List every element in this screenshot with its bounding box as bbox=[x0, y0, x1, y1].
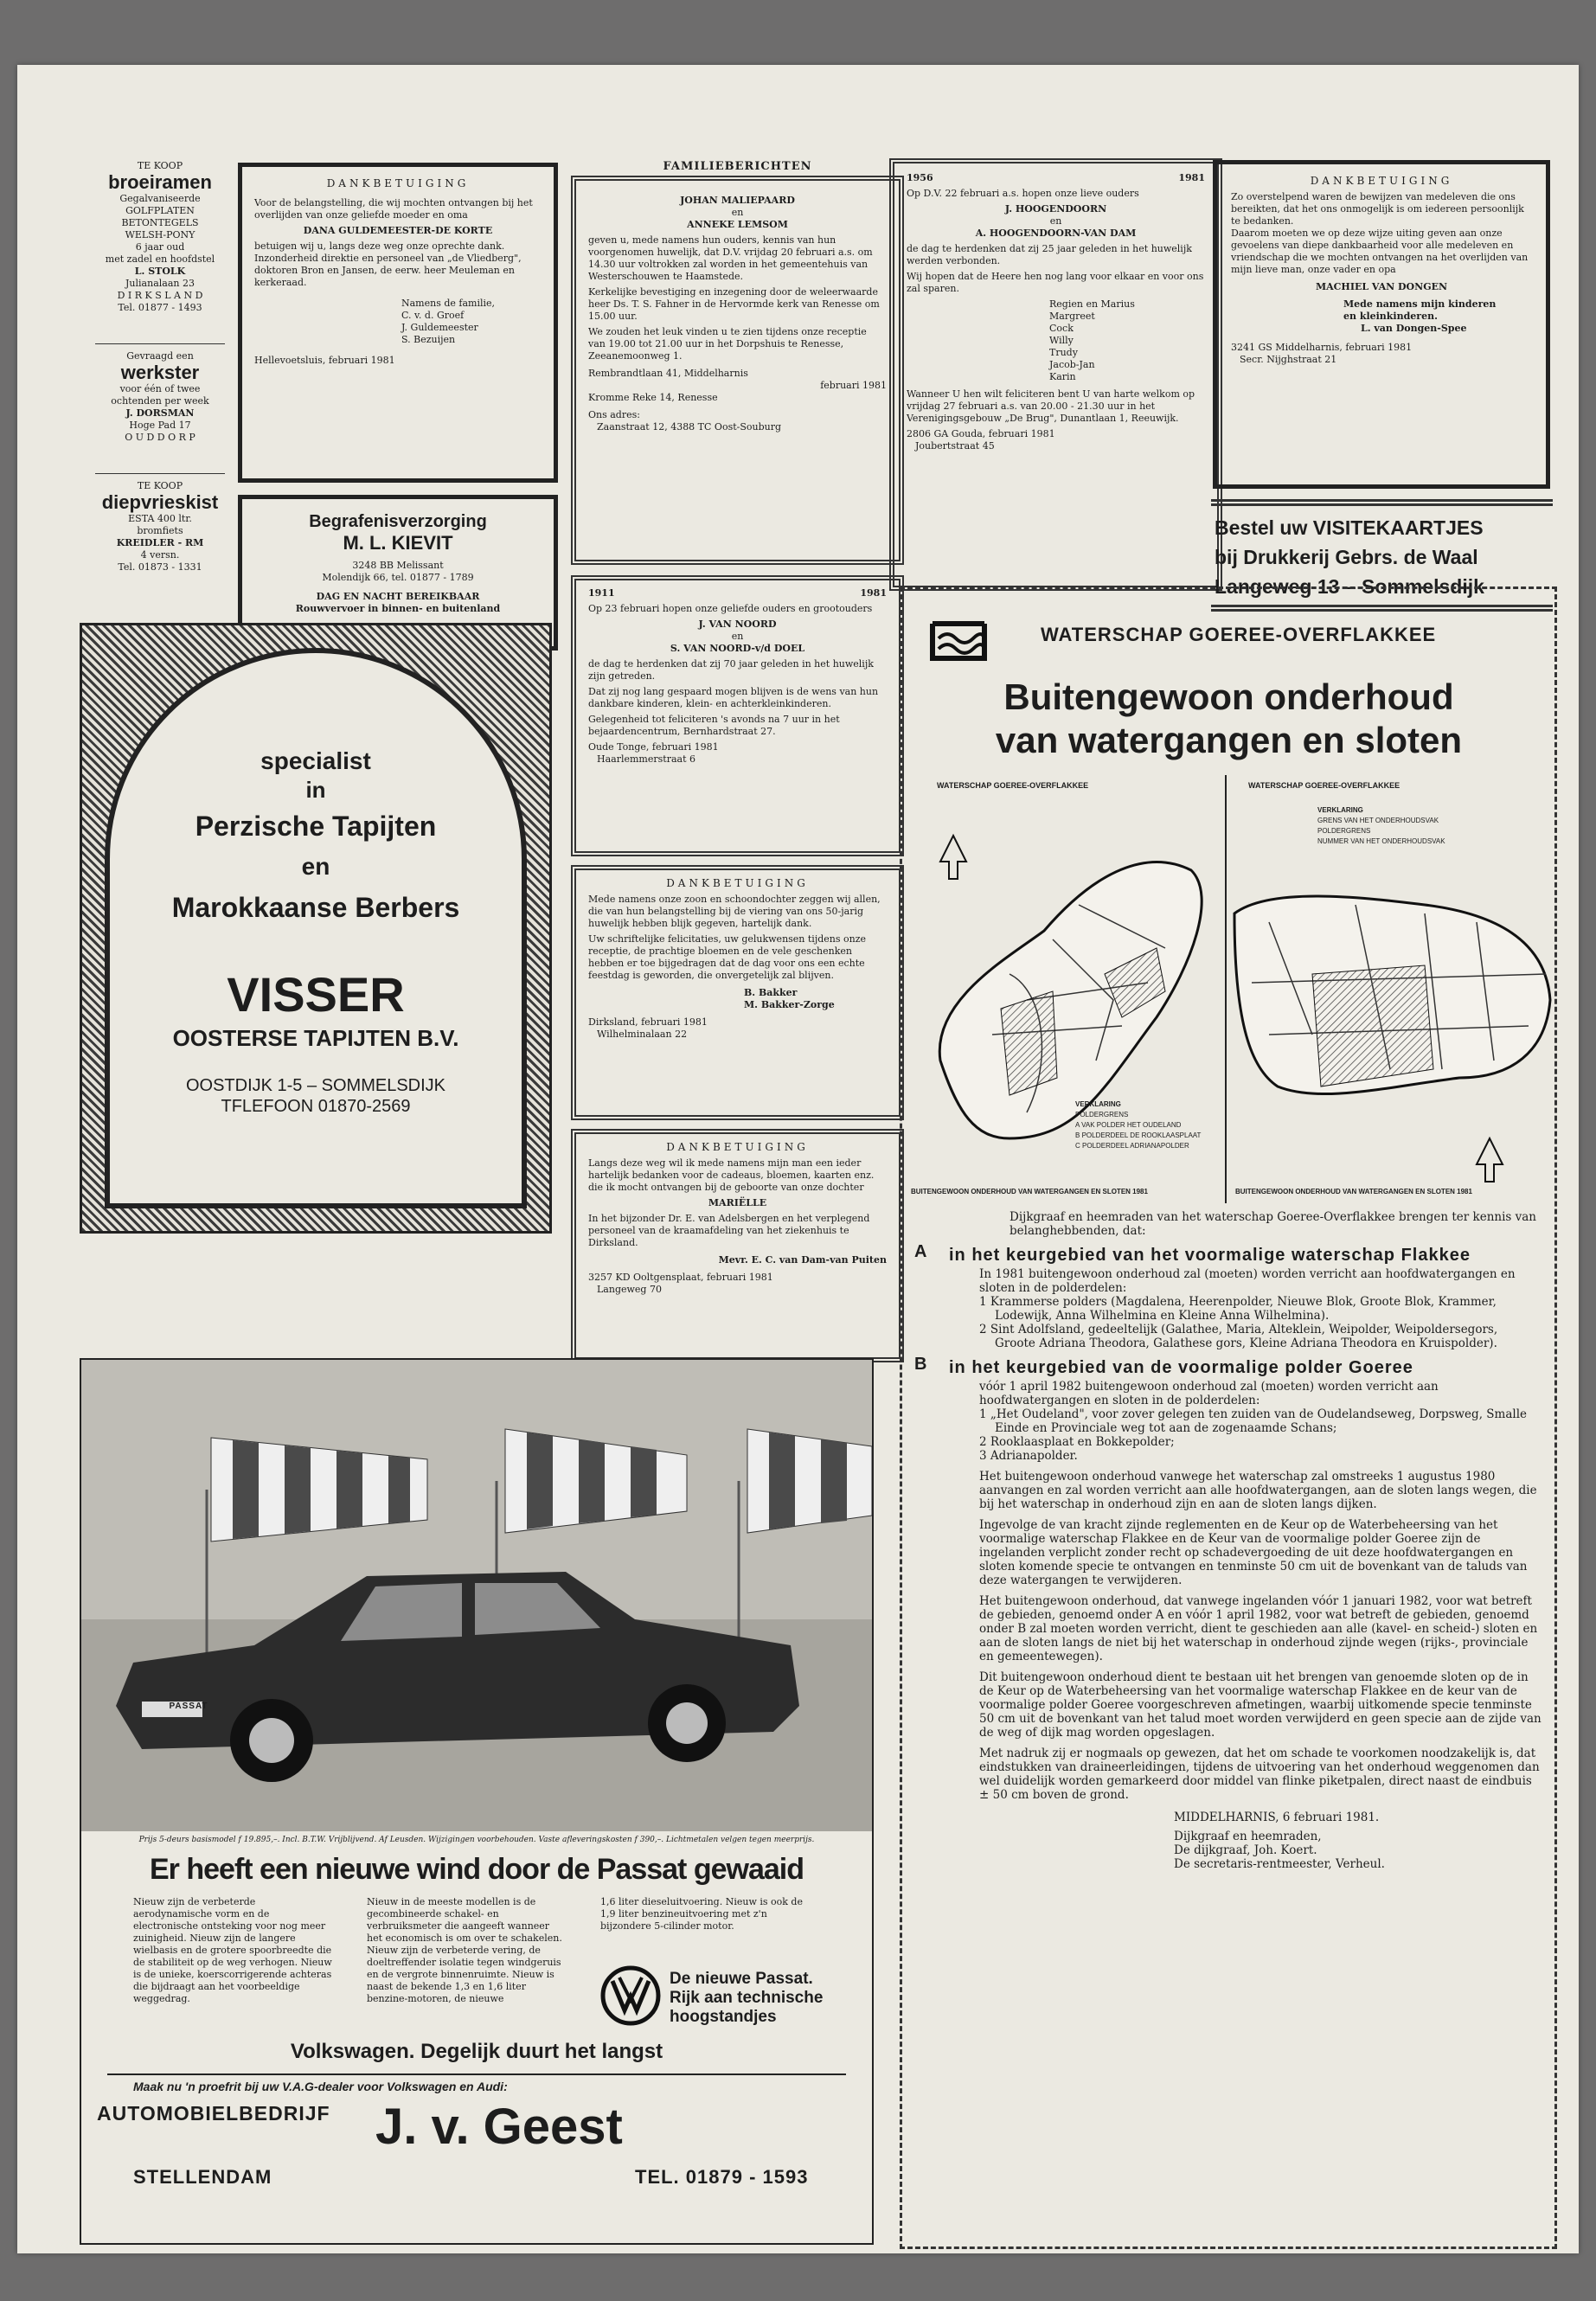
ad-line: ESTA 400 ltr. bbox=[128, 513, 192, 524]
divider bbox=[107, 2073, 846, 2075]
dealer-city: STELLENDAM bbox=[133, 2166, 272, 2188]
divider bbox=[95, 343, 225, 344]
notice-text: Langs deze weg wil ik mede namens mijn man een ieder hartelijk bedanken voor de cadeaus, bloemen, kaarten enz. die ik mocht ontvangen bij de geboorte van onze dochter bbox=[588, 1157, 875, 1193]
legend-item: POLDERDEEL DE ROOKLAASPLAAT bbox=[1081, 1131, 1202, 1139]
signature: B. Bakker bbox=[744, 987, 798, 998]
ad-werkster bbox=[95, 350, 225, 444]
notice-van-noord bbox=[571, 575, 904, 856]
notice-text: Wij hopen dat de Heere hen nog lang voor elkaar en voor ons zal sparen. bbox=[907, 271, 1204, 294]
notice-text: Mede namens onze zoon en schoondochter zeggen wij allen, die van hun belangstelling bij de viering van ons 50-jarig huwelijk hebben blijk gegeven, hartelijk dank. bbox=[588, 894, 881, 929]
ad-line: Julianalaan 23 bbox=[125, 278, 195, 289]
notice-text: de dag te herdenken dat zij 70 jaar geleden in het huwelijk zijn getreden. bbox=[588, 658, 874, 682]
ad-line: KREIDLER - RM bbox=[116, 537, 204, 548]
ad-line: Gevraagd een bbox=[126, 350, 194, 362]
place-date: 3241 GS Middelharnis, februari 1981 bbox=[1231, 342, 1413, 353]
notice-text: geven u, mede namens hun ouders, kennis van hun voorgenomen huwelijk, dat D.V. vrijdag 20 februari a.s. om 14.30 uur voltrokken zal worden in het gemeentehuis van Westerschouwen te Haamstede. bbox=[588, 234, 873, 282]
dankbetuiging-guldemeester bbox=[238, 163, 558, 483]
address: Wilhelminalaan 22 bbox=[597, 1029, 688, 1040]
ad-body bbox=[82, 747, 549, 1117]
ad-title: Begrafenisverzorging bbox=[309, 512, 487, 531]
notice-text: Gelegenheid tot feliciteren 's avonds na 7 uur in het bejaardencentrum, Bernhardstraat 27. bbox=[588, 714, 840, 737]
legend-item: VAK POLDER HET OUDELAND bbox=[1081, 1121, 1182, 1129]
section-b bbox=[914, 1357, 1542, 1378]
ad-line: voor één of twee bbox=[119, 383, 201, 394]
vw-logo-icon bbox=[600, 1965, 661, 2026]
address: Langeweg 70 bbox=[597, 1284, 662, 1295]
announcement-title: Buitengewoon onderhoud bbox=[1003, 676, 1454, 717]
child-name: MARIËLLE bbox=[708, 1197, 767, 1208]
conjunction: en bbox=[731, 207, 744, 218]
legend-key: C bbox=[1075, 1142, 1080, 1150]
ad-copy: Nieuw zijn de verbeterde aerodynamische vorm en de electronische ontsteking voor nog meer zuinigheid. Nieuw zijn de langere wielbasis en de grotere spoorbreedte die de stabiliteit op de weg verhogen. Nieuw is de unieke, koerscorrigerende achteras die bijdraagt aan het voorbeeldige weggedrag. bbox=[133, 1896, 332, 2004]
conjunction: en bbox=[1049, 215, 1062, 227]
dealer-type: AUTOMOBIELBEDRIJF bbox=[97, 2102, 330, 2125]
person-name: S. VAN NOORD-v/d DOEL bbox=[670, 643, 805, 654]
legend-item: POLDERDEEL ADRIANAPOLDER bbox=[1082, 1142, 1189, 1150]
announcement-intro: Dijkgraaf en heemraden van het waterschap Goeree-Overflakkee brengen ter kennis van belanghebbenden, dat: bbox=[1010, 1210, 1536, 1238]
legend-item: NUMMER VAN HET ONDERHOUDSVAK bbox=[1317, 837, 1445, 845]
child-name: Jacob-Jan bbox=[1049, 359, 1095, 370]
dealer-phone: TEL. 01879 - 1593 bbox=[635, 2166, 809, 2188]
paragraph: Het buitengewoon onderhoud, dat vanwege ingelanden vóór 1 januari 1982, voor wat betreft de gebieden, genoemd onder A en vóór 1 april 1982, voor wat betreft de gebieden, genoemd onder B zal moeten worden verricht, dient te geschieden aan alle (kavel- en scheid-) sloten en aan de sloten langs de niet bij het waterschap in onderhoud zijnde wegen (rijks-, provinciale en gemeentewegen). bbox=[979, 1594, 1538, 1663]
notice-text: Voor de belangstelling, die wij mochten ontvangen bij het overlijden van onze geliefde moeder en oma bbox=[254, 197, 533, 221]
year: 1911 bbox=[588, 587, 615, 599]
year: 1956 bbox=[907, 172, 933, 183]
child-name: Karin bbox=[1049, 371, 1076, 382]
map-title: WATERSCHAP GOEREE-OVERFLAKKEE bbox=[1248, 781, 1401, 790]
year-row bbox=[588, 587, 887, 599]
child-name: Willy bbox=[1049, 335, 1074, 346]
section-list-item: 2 Sint Adolfsland, gedeeltelijk (Galathee, Maria, Alteklein, Weipolder, Weipoldersegors, Groote Adriana Theodora, Galathese gors, Kleine Adriana Theodora en Kruispolder). bbox=[979, 1323, 1498, 1350]
section-list-item: 1 Krammerse polders (Magdalena, Heerenpolder, Nieuwe Blok, Groote Blok, Krammer, Lodewijk, Anna Wilhelmina en Kleine Anna Wilhelmina). bbox=[979, 1295, 1497, 1323]
map-title: WATERSCHAP GOEREE-OVERFLAKKEE bbox=[937, 781, 1089, 790]
ad-line: en bbox=[301, 853, 330, 880]
ad-line: J. DORSMAN bbox=[125, 407, 195, 419]
year-row bbox=[907, 172, 1205, 184]
ad-line: bij Drukkerij Gebrs. de Waal bbox=[1215, 546, 1478, 568]
section-text: vóór 1 april 1982 buitengewoon onderhoud zal (moeten) worden verricht aan hoofdwatergangen en sloten in de polderdelen: bbox=[979, 1380, 1439, 1407]
place-date: Dirksland, februari 1981 bbox=[588, 1016, 708, 1028]
visser-carpet-ad bbox=[80, 623, 552, 1234]
signature: L. van Dongen-Spee bbox=[1361, 323, 1467, 334]
ad-line: WELSH-PONY bbox=[125, 229, 195, 240]
notice-text: Kerkelijke bevestiging en inzegening door de weleerwaarde heer Ds. T. S. Fahner in de Hervormde kerk van Renesse om 15.00 uur. bbox=[588, 286, 880, 322]
legend-heading: VERKLARING bbox=[1317, 806, 1363, 814]
signature: C. v. d. Groef bbox=[401, 310, 465, 321]
vw-tagline bbox=[670, 1970, 823, 2027]
section-letter: B bbox=[914, 1355, 927, 1374]
signature: S. Bezuijen bbox=[401, 334, 456, 345]
deceased-name: DANA GULDEMEESTER-DE KORTE bbox=[303, 225, 493, 236]
notice-text: Op D.V. 22 februari a.s. hopen onze lieve ouders bbox=[907, 188, 1139, 199]
paragraph: Ingevolge de van kracht zijnde reglementen en de Keur op de Waterbeheersing van het voormalige waterschap Flakkee en de Keur van de voormalige polder Goeree zijn de ingelanden verplicht zonder recht op schadevergoeding de uit deze hoofdwatergangen en sloten komende specie te ontvangen en tenminste 50 cm uit de bovenkant van de taluds van deze watergangen te verwijderen. bbox=[979, 1518, 1528, 1587]
announcement-body bbox=[914, 1210, 1542, 1871]
ad-copy: 1,6 liter dieseluitvoering. Nieuw is ook de 1,9 liter benzineuitvoering met z'n bijzondere 5-cilinder motor. bbox=[600, 1896, 803, 1932]
address: Kromme Reke 14, Renesse bbox=[588, 392, 718, 403]
volkswagen-passat-ad bbox=[80, 1358, 874, 2245]
ad-line: O U D D O R P bbox=[125, 432, 195, 443]
signature: Namens de familie, bbox=[401, 298, 496, 309]
dankbetuiging-bakker bbox=[571, 865, 904, 1120]
year: 1981 bbox=[1178, 172, 1205, 183]
ad-line: BETONTEGELS bbox=[121, 217, 199, 228]
address: Molendijk 66, tel. 01877 - 1789 bbox=[322, 572, 474, 583]
ad-title: diepvrieskist bbox=[101, 491, 219, 513]
section-letter: A bbox=[914, 1242, 927, 1261]
ad-line: specialist bbox=[260, 747, 371, 774]
notice-heading: DANKBETUIGING bbox=[666, 1141, 809, 1153]
map-caption: BUITENGEWOON ONDERHOUD VAN WATERGANGEN EN SLOTEN 1981 bbox=[1235, 1188, 1472, 1195]
place-date: MIDDELHARNIS, 6 februari 1981. bbox=[1174, 1811, 1380, 1824]
plate-text: PASSAT bbox=[169, 1702, 208, 1711]
ad-slogan: Rouwvervoer in binnen- en buitenland bbox=[295, 603, 501, 614]
section-list-item: 3 Adrianapolder. bbox=[979, 1449, 1078, 1463]
ad-headline: Er heeft een nieuwe wind door de Passat gewaaid bbox=[150, 1853, 804, 1886]
person-name: J. HOOGENDOORN bbox=[1004, 203, 1107, 215]
address: Joubertstraat 45 bbox=[915, 440, 995, 452]
ad-line: Bestel uw VISITEKAARTJES bbox=[1215, 516, 1484, 539]
ad-line: met zadel en hoofdstel bbox=[105, 253, 215, 265]
signature: De secretaris-rentmeester, Verheul. bbox=[1174, 1857, 1385, 1871]
map-legend-left bbox=[1075, 1099, 1201, 1151]
legend-item: GRENS VAN HET ONDERHOUDSVAK bbox=[1317, 817, 1439, 824]
signature: M. Bakker-Zorge bbox=[744, 999, 835, 1010]
signature: en kleinkinderen. bbox=[1343, 311, 1438, 322]
signature: Dijkgraaf en heemraden, bbox=[1174, 1830, 1322, 1843]
notice-hoogendoorn bbox=[889, 158, 1222, 591]
address: 3248 BB Melissant bbox=[352, 560, 444, 571]
ad-copy: Nieuw in de meeste modellen is de gecombineerde schakel- en verbruiksmeter die aangeeft wanneer het economisch is om over te schakelen. Nieuw zijn de verbeterde vering, de doeltreffender isolatie tegen windgeruis en de vergrote binnenruimte. Nieuw is naast de bekende 1,3 en 1,6 liter benzine-motoren, de nieuwe bbox=[367, 1896, 562, 2004]
map-legend-right bbox=[1317, 805, 1445, 847]
section-heading: in het keurgebied van het voormalige waterschap Flakkee bbox=[949, 1246, 1471, 1265]
notice-text: Uw schriftelijke felicitaties, uw gelukwensen tijdens onze receptie, de prachtige bloemen en de vele geschenken hebben er toe bijgedragen dat de dag voor ons een echte feestdag is geworden, die onvergetelijk zal blijven. bbox=[588, 933, 867, 981]
ad-line: Marokkaanse Berbers bbox=[171, 892, 460, 923]
brand-name: VISSER bbox=[227, 967, 405, 1022]
dealer-name: J. v. Geest bbox=[375, 2099, 623, 2155]
ad-line: GOLFPLATEN bbox=[125, 205, 195, 216]
map-caption: BUITENGEWOON ONDERHOUD VAN WATERGANGEN EN SLOTEN 1981 bbox=[911, 1188, 1148, 1195]
notice-heading: DANKBETUIGING bbox=[666, 877, 809, 889]
fine-print: Prijs 5-deurs basismodel f 19.895,–. Incl. B.T.W. Vrijblijvend. Af Leusden. Wijzigingen voorbehouden. Vaste afleveringskosten f 390,–. Lichtmetalen velgen tegen meerprijs. bbox=[138, 1836, 815, 1844]
dealer-intro: Maak nu 'n proefrit bij uw V.A.G-dealer voor Volkswagen en Audi: bbox=[133, 2080, 508, 2093]
ad-slogan: DAG EN NACHT BEREIKBAAR bbox=[316, 591, 480, 602]
ad-line: 4 versn. bbox=[140, 549, 180, 561]
section-a bbox=[914, 1242, 1542, 1266]
paragraph: Met nadruk zij er nogmaals op gewezen, dat het om schade te voorkomen noodzakelijk is, dat eindstukken van draineerleidingen, tijdens de uitvoering van het onderhoud weggenomen dan wel duidelijk worden gemarkeerd door middel van flinke piketpalen, direct naast de eindbuis ± 50 cm boven de grond. bbox=[979, 1747, 1540, 1802]
ad-line: hoogstandjes bbox=[670, 2008, 777, 2026]
ad-line: D I R K S L A N D bbox=[117, 290, 203, 301]
notice-text: de dag te herdenken dat zij 25 jaar geleden in het huwelijk werden verbonden. bbox=[907, 243, 1192, 266]
place-date: Oude Tonge, februari 1981 bbox=[588, 741, 719, 753]
plate bbox=[159, 1700, 218, 1714]
brand-sub: OOSTERSE TAPIJTEN B.V. bbox=[172, 1025, 459, 1051]
phone: TFLEFOON 01870-2569 bbox=[221, 1097, 411, 1116]
waterschap-logo-icon bbox=[928, 619, 989, 663]
ad-line: Hoge Pad 17 bbox=[129, 420, 191, 431]
notice-text: Op 23 februari hopen onze geliefde ouders en grootouders bbox=[588, 603, 873, 614]
dankbetuiging-van-dongen bbox=[1213, 160, 1550, 489]
year: 1981 bbox=[860, 587, 887, 599]
ad-line: Tel. 01873 - 1331 bbox=[118, 561, 202, 573]
paragraph: Dit buitengewoon onderhoud dient te bestaan uit het brengen van genoemde sloten op de in de Keur op de Waterbeheersing van het voormalige waterschap Flakkee en de keur van de voormalige polder Goeree voorgeschreven afmetingen, waarbij uitkomende specie tenminste 50 cm uit de bovenkant van het talud moet worden verwijderd en geen specie aan de zijde van de weg of dijk mag worden opgeslagen. bbox=[979, 1670, 1542, 1740]
notice-text: Zo overstelpend waren de bewijzen van medeleven die ons bereikten, dat het ons onmogelijk is om iedereen persoonlijk te bedanken. bbox=[1231, 191, 1524, 227]
signature: Mevr. E. C. van Dam-van Puiten bbox=[718, 1254, 887, 1266]
signature: Mede namens mijn kinderen bbox=[1343, 298, 1497, 310]
notice-text: Daarom moeten we op deze wijze uiting geven aan onze gevoelens van diepe dankbaarheid voor alle medeleven en vriendschap die we mochten ontvangen na het overlijden van mijn lieve man, onze vader en opa bbox=[1231, 228, 1529, 275]
person-name: ANNEKE LEMSOM bbox=[687, 219, 788, 230]
passat-photo bbox=[81, 1360, 872, 1831]
address: Zaanstraat 12, 4388 TC Oost-Souburg bbox=[597, 421, 782, 433]
address: Haarlemmerstraat 6 bbox=[597, 753, 695, 765]
ad-title: broeiramen bbox=[108, 171, 212, 193]
address: OOSTDIJK 1-5 – SOMMELSDIJK bbox=[185, 1076, 446, 1095]
ad-line: Gegalvaniseerde bbox=[119, 193, 201, 204]
ad-line: ochtenden per week bbox=[111, 395, 209, 407]
ad-line: De nieuwe Passat. bbox=[670, 1970, 813, 1988]
organization-name: WATERSCHAP GOEREE-OVERFLAKKEE bbox=[1041, 624, 1437, 645]
announcement-title: van watergangen en sloten bbox=[995, 720, 1463, 760]
notice-heading: DANKBETUIGING bbox=[1310, 175, 1453, 187]
ad-line: bromfiets bbox=[137, 525, 183, 536]
legend-item: POLDERGRENS bbox=[1075, 1111, 1129, 1118]
paragraph: Het buitengewoon onderhoud vanwege het waterschap zal omstreeks 1 augustus 1980 aanvangen en zal worden verricht aan alle hoofdwatergangen, aan de sloten langs wegen, die bij het waterschap in onderhoud zijn en aan de sloten langs dijken. bbox=[979, 1470, 1537, 1511]
waterschap-announcement bbox=[900, 586, 1557, 2249]
ad-label: TE KOOP bbox=[137, 160, 183, 171]
person-name: J. VAN NOORD bbox=[698, 619, 777, 630]
ad-title: werkster bbox=[120, 362, 200, 383]
section-list-item: 2 Rooklaasplaat en Bokkepolder; bbox=[979, 1435, 1175, 1449]
legend-key: A bbox=[1075, 1121, 1080, 1129]
company-name: M. L. KIEVIT bbox=[343, 532, 453, 554]
address: Rembrandtlaan 41, Middelharnis bbox=[588, 368, 748, 379]
notice-heading: DANKBETUIGING bbox=[326, 177, 470, 189]
child-name: Trudy bbox=[1049, 347, 1078, 358]
maps-figure bbox=[906, 775, 1553, 1203]
child-name: Regien en Marius bbox=[1049, 298, 1135, 310]
ad-slogan: Volkswagen. Degelijk duurt het langst bbox=[290, 2040, 663, 2063]
person-name: JOHAN MALIEPAARD bbox=[680, 195, 795, 206]
section-heading: FAMILIEBERICHTEN bbox=[663, 160, 812, 173]
conjunction: en bbox=[731, 631, 744, 642]
notice-text: betuigen wij u, langs deze weg onze oprechte dank. bbox=[254, 240, 505, 252]
legend-heading: VERKLARING bbox=[1075, 1100, 1121, 1108]
ad-diepvrieskist bbox=[95, 480, 225, 574]
section-heading: in het keurgebied van de voormalige polder Goeree bbox=[949, 1358, 1413, 1377]
address: Secr. Nijghstraat 21 bbox=[1240, 354, 1337, 365]
ad-line: Rijk aan technische bbox=[670, 1989, 824, 2007]
ad-line: Langeweg 13 – Sommelsdijk bbox=[1215, 575, 1484, 598]
section-text: In 1981 buitengewoon onderhoud zal (moeten) worden verricht aan hoofdwatergangen en sloten in de polderdelen: bbox=[979, 1267, 1516, 1295]
address: Ons adres: bbox=[588, 409, 640, 420]
place-date: 2806 GA Gouda, februari 1981 bbox=[907, 428, 1055, 439]
notice-text: Dat zij nog lang gespaard mogen blijven is de wens van hun dankbare kinderen, klein- en achterkleinkinderen. bbox=[588, 686, 879, 709]
deceased-name: MACHIEL VAN DONGEN bbox=[1315, 281, 1448, 292]
ad-line: Perzische Tapijten bbox=[195, 811, 437, 842]
legend-item: POLDERGRENS bbox=[1317, 827, 1371, 835]
place-date: Hellevoetsluis, februari 1981 bbox=[254, 355, 395, 366]
notice-text: We zouden het leuk vinden u te zien tijdens onze receptie van 19.00 tot 21.00 uur in het Dorpshuis te Renesse, Zeeanemoonweg 1. bbox=[588, 326, 867, 362]
child-name: Margreet bbox=[1049, 311, 1095, 322]
ad-line: Tel. 01877 - 1493 bbox=[118, 302, 202, 313]
signature: De dijkgraaf, Joh. Koert. bbox=[1174, 1843, 1317, 1857]
children-list bbox=[907, 298, 1205, 383]
notice-maliepaard-lemsom bbox=[571, 176, 904, 565]
ad-line: 6 jaar oud bbox=[135, 241, 185, 253]
legend-key: B bbox=[1075, 1131, 1080, 1139]
ad-label: TE KOOP bbox=[137, 480, 183, 491]
ad-broeiramen bbox=[95, 160, 225, 314]
place-date: 3257 KD Ooltgensplaat, februari 1981 bbox=[588, 1272, 773, 1283]
date: februari 1981 bbox=[820, 380, 887, 391]
signature: J. Guldemeester bbox=[401, 322, 478, 333]
notice-text: Wanneer U hen wilt feliciteren bent U van harte welkom op vrijdag 27 februari a.s. van 20.00 - 21.30 uur in het Verenigingsgebouw „De Brug", Dunantlaan 1, Reeuwijk. bbox=[907, 388, 1195, 424]
child-name: Cock bbox=[1049, 323, 1074, 334]
newspaper-page bbox=[17, 65, 1579, 2253]
notice-text: In het bijzonder Dr. E. van Adelsbergen en het verplegend personeel van de kraamafdeling van het ziekenhuis te Dirksland. bbox=[588, 1213, 870, 1248]
notice-text: Inzonderheid direktie en personeel van „de Vliedberg", doktoren Bron en Jansen, de eerw. heer Meuleman en kerkeraad. bbox=[254, 253, 522, 288]
ad-line: in bbox=[305, 777, 326, 803]
section-list-item: 1 „Het Oudeland", voor zover gelegen ten zuiden van de Oudelandseweg, Dorpsweg, Smalle Einde en Provinciale weg tot aan de zogenaamde Schans; bbox=[979, 1407, 1527, 1435]
person-name: A. HOOGENDOORN-VAN DAM bbox=[975, 228, 1137, 239]
dankbetuiging-van-dam bbox=[571, 1129, 904, 1362]
ad-line: L. STOLK bbox=[134, 266, 186, 277]
divider bbox=[95, 473, 225, 474]
